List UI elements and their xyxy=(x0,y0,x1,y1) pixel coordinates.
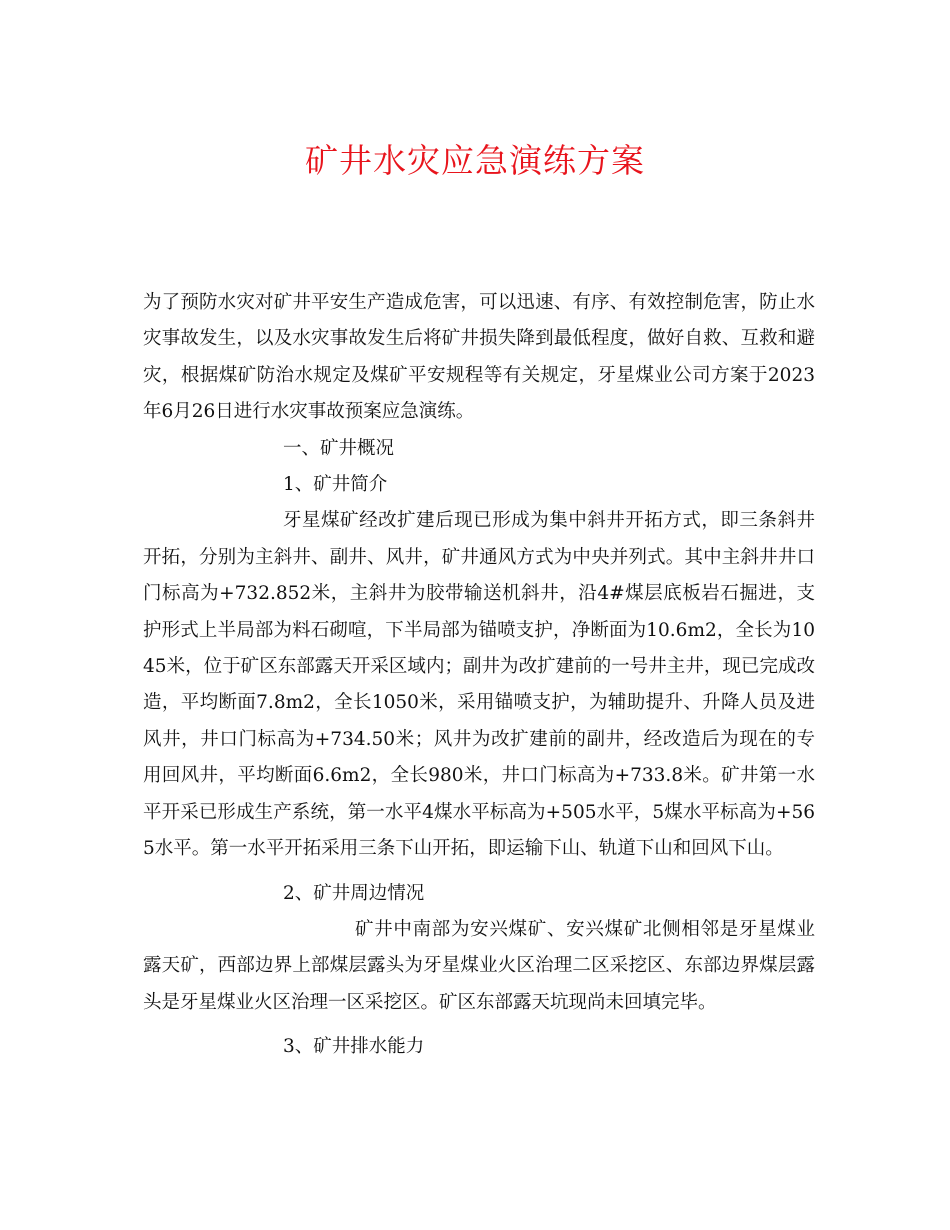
subsection-heading-surroundings: 2、矿井周边情况 xyxy=(283,882,425,904)
intro-paragraph: 为了预防水灾对矿井平安生产造成危害，可以迅速、有序、有效控制危害，防止水灾事故发生，以及水灾事故发生后将矿井损失降到最低程度，做好自救、互救和避灾，根据煤矿防治水规定及煤矿平安规程等有关规定，牙星煤业公司方案于2023年6月26日进行水灾事故预案应急演练。 xyxy=(143,292,815,423)
subsection-heading-mine-intro: 1、矿井简介 xyxy=(283,474,388,496)
surroundings-paragraph: 矿井中南部为安兴煤矿、安兴煤矿北侧相邻是牙星煤业露天矿，西部边界上部煤层露头为牙星煤业火区治理二区采挖区、东部边界煤层露头是牙星煤业火区治理一区采挖区。矿区东部露天坑现尚未回填完毕。 xyxy=(143,918,815,1013)
subsection-heading-drainage: 3、矿井排水能力 xyxy=(283,1036,425,1058)
document-title: 矿井水灾应急演练方案 xyxy=(305,141,645,180)
mine-intro-paragraph: 牙星煤矿经改扩建后现已形成为集中斜井开拓方式，即三条斜井开拓，分别为主斜井、副井、风井，矿井通风方式为中央并列式。其中主斜井井口门标高为+732.852米，主斜井为胶带输送机斜井，沿4#煤层底板岩石掘进，支护形式上半局部为料石砌喧，下半局部为锚喷支护，净断面为10.6m2，全长为1045米，位于矿区东部露天开采区域内；副井为改扩建前的一号井主井，现已完成改造，平均断面7.8m2，全长1050米，采用锚喷支护，为辅助提升、升降人员及进风井，井口门标高为+734.50米；风井为改扩建前的副井，经改造后为现在的专用回风井，平均断面6.6m2，全长980米，井口门标高为+733.8米。矿井第一水平开采已形成生产系统，第一水平4煤水平标高为+505水平，5煤水平标高为+565水平。第一水平开拓采用三条下山开拓，即运输下山、轨道下山和回风下山。 xyxy=(143,510,815,860)
document-body xyxy=(143,285,815,1066)
section-heading-overview: 一、矿井概况 xyxy=(283,437,395,459)
